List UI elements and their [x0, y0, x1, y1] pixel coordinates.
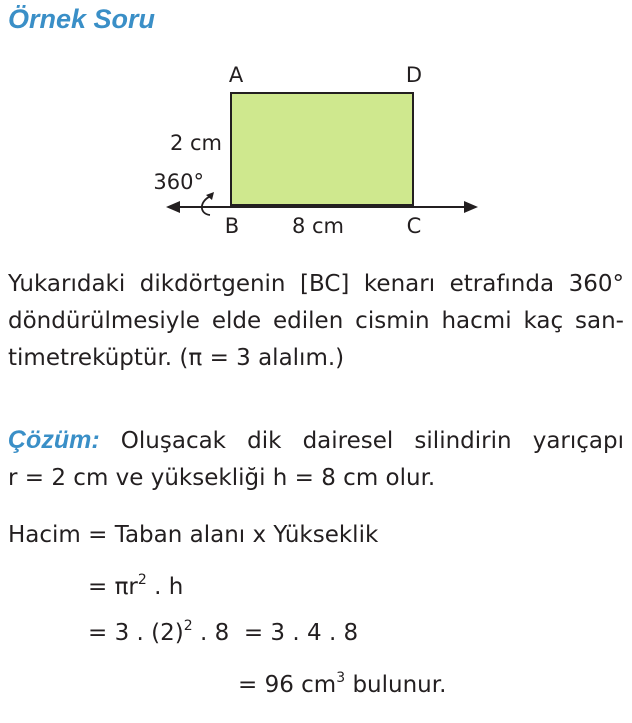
- result-main: = 96 cm: [238, 672, 337, 698]
- example-heading: Örnek Soru: [8, 4, 156, 34]
- step-2-rest: . h: [146, 574, 184, 600]
- rectangle-diagram: [0, 0, 632, 250]
- volume-formula-step-3: [88, 620, 358, 646]
- step-3-rest: . 8 = 3 . 4 . 8: [192, 620, 359, 646]
- volume-result: [238, 672, 446, 698]
- solution-line-2: r = 2 cm ve yüksekliği h = 8 cm olur.: [8, 465, 436, 491]
- solution-text: [8, 422, 624, 497]
- vertex-a-label: A: [228, 63, 244, 87]
- rotation-arrow-icon: [202, 196, 211, 215]
- solution-line-1: [8, 422, 624, 460]
- result-rest: bulunur.: [345, 672, 447, 698]
- solution-line-1-text: Oluşacak dik dairesel silindirin yarıçapı: [120, 428, 624, 454]
- step-3-main: = 3 . (2): [88, 620, 184, 646]
- left-arrow-head: [166, 201, 180, 213]
- question-text: [8, 266, 624, 377]
- angle-label: 360°: [153, 170, 204, 194]
- question-line-1: Yukarıdaki dikdörtgenin [BC] kenarı etrafında 360°: [8, 271, 624, 297]
- right-arrow-head: [464, 201, 478, 213]
- question-line-2: döndürülmesiyle elde edilen cismin hacmi kaç san-: [8, 308, 624, 334]
- volume-formula: Hacim = Taban alanı x Yükseklik: [8, 522, 379, 548]
- step-2-exponent: 2: [137, 572, 147, 588]
- result-exponent: 3: [336, 670, 346, 686]
- vertex-c-label: C: [406, 214, 422, 238]
- volume-formula-step-2: [88, 574, 183, 600]
- side-bc-label: 8 cm: [291, 214, 345, 238]
- vertex-b-label: B: [224, 214, 240, 238]
- solution-label: Çözüm:: [8, 426, 100, 454]
- step-3-exponent: 2: [183, 618, 193, 634]
- step-2-main: = πr: [88, 574, 138, 600]
- vertex-d-label: D: [405, 63, 423, 87]
- side-ab-label: 2 cm: [169, 131, 222, 155]
- rectangle-abcd: [231, 93, 413, 205]
- question-line-3: timetreküptür. (π = 3 alalım.): [8, 345, 345, 371]
